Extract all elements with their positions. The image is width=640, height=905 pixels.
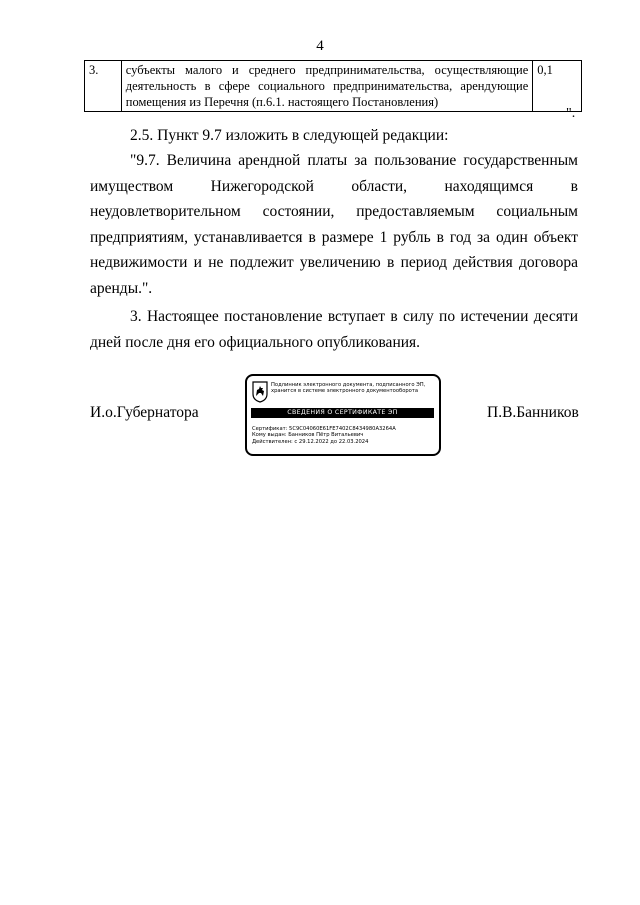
stamp-header: СВЕДЕНИЯ О СЕРТИФИКАТЕ ЭП	[251, 408, 434, 418]
electronic-signature-stamp	[245, 374, 441, 456]
paragraph-2-5: 2.5. Пункт 9.7 изложить в следующей редакции:	[130, 127, 449, 144]
paragraph-9-7: "9.7. Величина арендной платы за пользование государственным имуществом Нижегородской области, находящимся в неудовлетворительном состоянии, предоставляемым социальным предприятиям, устанавливается в размере 1 рубль в год за один объект недвижимости и не подлежит увеличению в период действия договора аренды.".	[90, 152, 578, 297]
row-coefficient: 0,1	[533, 61, 582, 112]
signer-role: И.о.Губернатора	[90, 404, 199, 421]
page-number: 4	[316, 38, 324, 54]
coat-of-arms-icon	[252, 381, 268, 403]
row-description: субъекты малого и среднего предпринимательства, осуществляющие деятельность в сфере социального предпринимательства, арендующие помещения из Перечня (п.6.1. настоящего Постановления)	[121, 61, 533, 112]
stamp-info	[252, 426, 435, 445]
certificate-owner: Кому выдан: Банников Пётр Витальевич	[252, 432, 364, 439]
certificate-number: Сертификат: 5C9C04060E61FE7402C8434980A3264A	[252, 426, 396, 432]
stamp-note: Подлинник электронного документа, подписанного ЭП, хранится в системе электронного документооборота	[271, 382, 426, 395]
closing-quote: ".	[566, 106, 576, 121]
row-number: 3.	[85, 61, 122, 112]
table-row	[85, 61, 582, 112]
signer-name: П.В.Банников	[487, 404, 579, 421]
rates-table	[84, 60, 582, 112]
paragraph-3: 3. Настоящее постановление вступает в силу по истечении десяти дней после дня его официального опубликования.	[90, 308, 578, 351]
certificate-validity: Действителен: с 29.12.2022 до 22.03.2024	[252, 438, 369, 445]
